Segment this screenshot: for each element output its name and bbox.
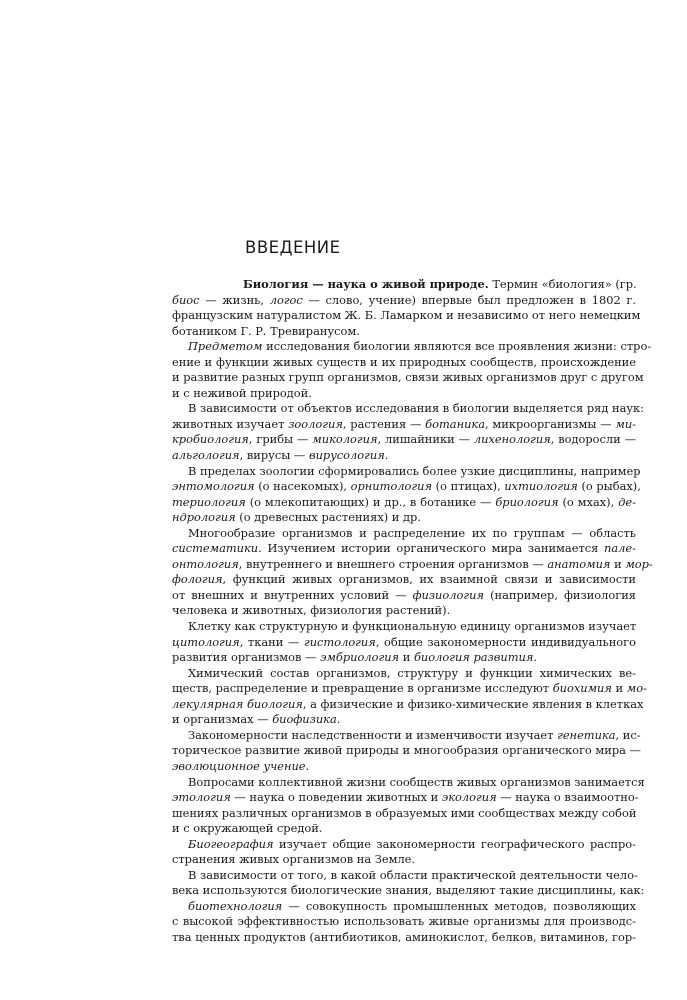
text-line: и с неживой природой. [172,385,312,400]
text-line: альгология, вирусы — вирусология. [172,448,389,463]
text-line: Вопросами коллективной жизни сообществ живых организмов занимается [188,774,645,789]
paragraph [172,463,641,526]
text-line: энтомология (о насекомых), орнитология (о птицах), ихтиология (о рыбах), [172,479,641,494]
text-line: французским натуралистом Ж. Б. Ламарком и независимо от него немецким [172,308,641,323]
text-line: торическое развитие живой природы и многообразия органического мира — [172,743,641,758]
text-line: тва ценных продуктов (антибиотиков, аминокислот, белков, витаминов, гор- [172,929,636,944]
paragraph [172,774,645,837]
text-line: ществ, распределение и превращение в организме исследуют биохимия и мо- [172,681,647,696]
paragraph [172,899,636,946]
text-line: эволюционное учение. [172,758,310,773]
paragraph [172,665,647,728]
text-line: от внешних и внутренних условий — физиология (например, физиология [172,587,636,602]
text-line: этология — наука о поведении животных и экология — наука о взаимоотно- [172,790,639,805]
paragraph [172,619,636,666]
paragraph [172,339,652,401]
text-line: и развитие разных групп организмов, связи живых организмов друг с другом [172,370,644,385]
text-line: онтология, внутреннего и внешнего строения организмов — анатомия и мор- [172,556,653,571]
text-line: человека и животных, физиология растений). [172,603,451,618]
text-line: развития организмов — эмбриология и биология развития. [172,650,538,665]
text-line: животных изучает зоология, растения — ботаника, микроорганизмы — ми- [172,416,637,431]
text-line: Многообразие организмов и распределение их по группам — область [188,525,636,540]
paragraph [172,727,641,775]
text-line: В зависимости от того, в какой области практической деятельности чело- [188,867,638,882]
text-line: ндрология (о древесных растениях) и др. [172,510,421,525]
text-line: лекулярная биология, а физические и физико-химические явления в клетках [172,696,644,711]
text-line: ботаником Г. Р. Тревиранусом. [172,323,360,338]
text-line: ение и функции живых существ и их природных сообществ, происхождение [172,354,636,369]
paragraph [172,277,641,339]
text-line: и с окружающей средой. [172,821,323,836]
text-line: Химический состав организмов, структуру и функции химических ве- [188,665,636,680]
text-line: В зависимости от объектов исследования в биологии выделяется ряд наук: [188,401,645,416]
text-line: биос — жизнь, логос — слово, учение) впервые был предложен в 1802 г. [172,292,637,307]
paragraph [172,401,645,463]
text-line: Предметом исследования биологии являются все проявления жизни: стро- [188,339,652,354]
text-line: странения живых организмов на Земле. [172,852,416,867]
text-line: В пределах зоологии сформировались более узкие дисциплины, например [188,463,641,478]
text-line: систематики. Изучением истории органического мира занимается пале- [172,541,636,556]
text-line: фология, функций живых организмов, их взаимной связи и зависимости [172,572,636,587]
text-line: Клетку как структурную и функциональную единицу организмов изучает [188,619,637,634]
body-text [172,277,653,946]
text-line: цитология, ткани — гистология, общие закономерности индивидуального [172,634,636,649]
text-line: Закономерности наследственности и изменчивости изучает генетика, ис- [188,727,641,742]
paragraph [172,867,645,899]
text-line: с высокой эффективностью использовать живые организмы для производс- [172,914,636,929]
paragraph [172,837,636,868]
text-line: Биогеография изучает общие закономерности географического распро- [188,836,636,851]
paragraph [172,525,653,619]
text-line: и организмах — биофизика. [172,712,341,727]
text-line: века используются биологические знания, выделяют такие дисциплины, как: [172,883,645,898]
text-line: Биология — наука о живой природе. Термин «биология» (гр. [243,277,637,291]
text-line: шениях различных организмов в образуемых ими сообществах между собой [172,805,637,820]
text-line: биотехнология — совокупность промышленных методов, позволяющих [188,898,636,913]
text-line: териология (о млекопитающих) и др., в ботанике — бриология (о мхах), де- [172,494,636,509]
chapter-heading: ВВЕДЕНИЕ [245,238,341,257]
text-line: кробиология, грибы — микология, лишайники — лихенология, водоросли — [172,432,636,447]
